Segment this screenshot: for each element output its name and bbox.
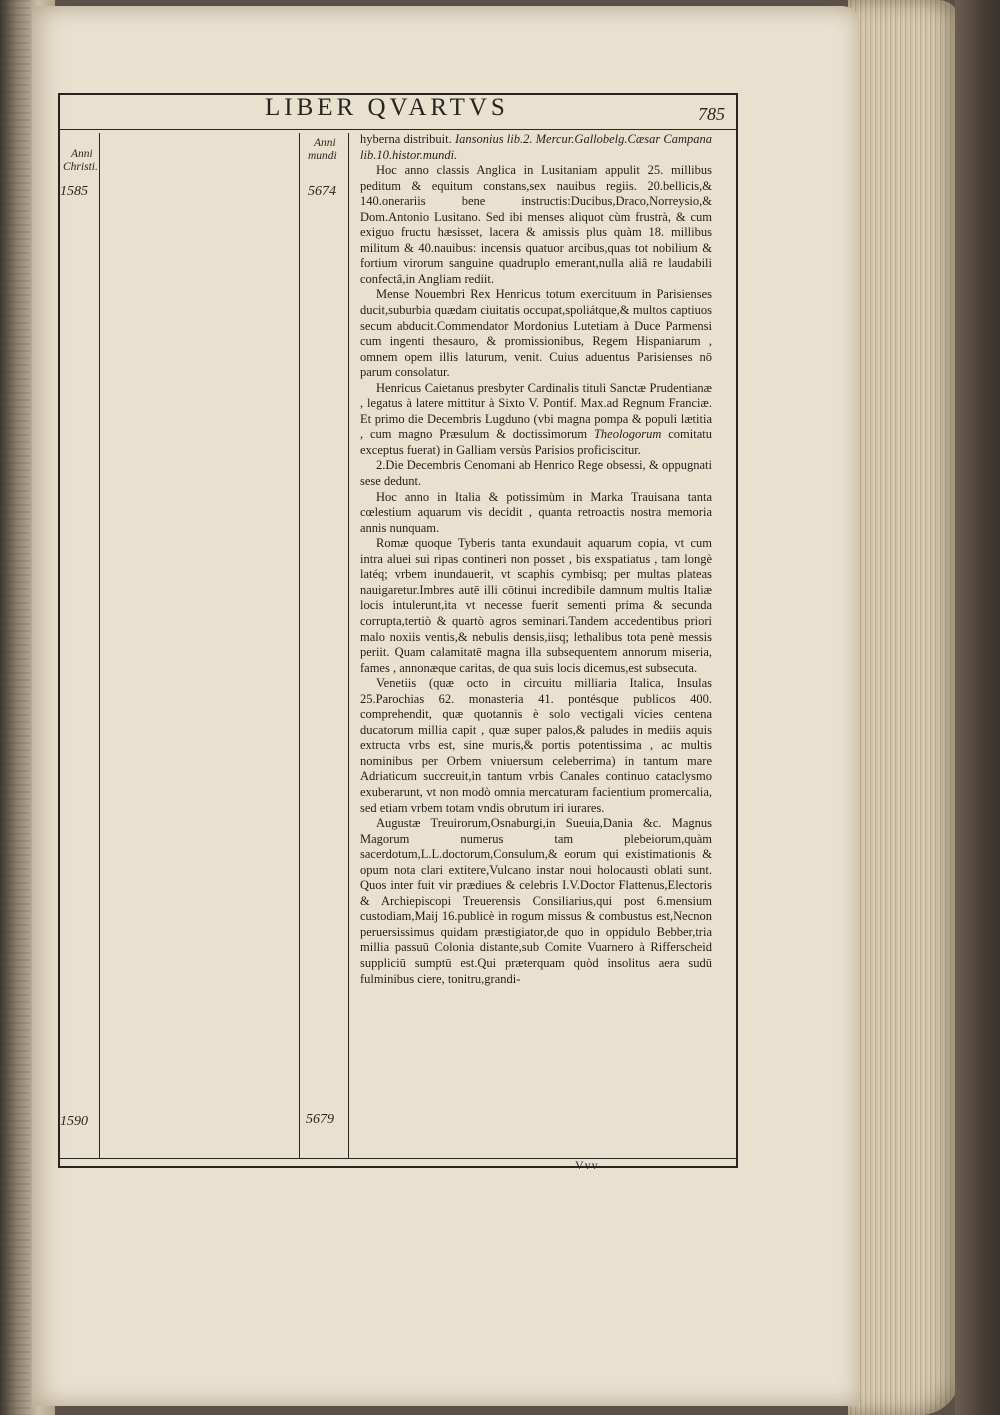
paragraph-witch-trials: Augustæ Treuirorum,Osnaburgi,in Sueuia,Dania &c. Magnus Magorum numerus tam plebeiorum,quàm sacerdotum,L.L.doctorum,Consulum,& eorum qui existimationis & opum nota clari extitere,Vulcano instar noui holocausti oblati sunt. Quos inter fuit vir prædiues & celebris I.V.Doctor Flattenus,Electoris & Archiepiscopi Treuerensis Consiliarius,qui post 6.mensium custodiam,Maij 16.publicè in rogum missus & combustus est,Necnon peruersissimus quidam præstigiator,de quo in oppidulo Bebber,tria millia passuū Colonia distante,sub Comite Vuarnero à Rifferscheid suppliciū sumptū est.Qui præterquam quòd insolitus aera sudū fulminibus ciere, tonitru,grandi- (360, 816, 712, 986)
p1-citation: Iansonius lib.2. Mercur.Gallobelg.Cæsar Campana lib.10.histor.mundi. (360, 132, 712, 162)
paragraph-november: Mense Nouembri Rex Henricus totum exercituum in Parisienses ducit,suburbia quædam ciuitatis occupat,spoliátque,& multos captiuos secum abducit.Commendator Mordonius Lutetiam à Duce Parmensi cum ingenti thesauro, & promissionibus, Regem Hispaniarum , omnem opem illis laturum, venit. Cuius aduentus Parisienses nō parum consolatur. (360, 287, 712, 380)
margin-rule-left (99, 133, 100, 1158)
anni-christi-label (63, 148, 98, 174)
header-rule (58, 129, 736, 130)
paragraph-italy-rain: Hoc anno in Italia & potissimùm in Marka Trauisana tanta cœlestium aquarum vis decidit , quanta retroactis nostra memoria annis nunquam. (360, 489, 712, 535)
binding-board (955, 0, 1000, 1415)
main-text-column (360, 132, 712, 987)
page-block-edge (848, 0, 960, 1415)
paragraph-cardinal-legate (360, 381, 712, 459)
anni-christi-label-line1: Anni (71, 148, 93, 160)
paragraph-continuation (360, 132, 712, 163)
page-number: 785 (698, 104, 725, 124)
running-head: LIBER QVARTVS (265, 94, 509, 121)
paragraph-cenomani: 2.Die Decembris Cenomani ab Henrico Rege obsessi, & oppugnati sese dedunt. (360, 458, 712, 489)
signature-mark: Vvv (575, 1158, 599, 1172)
p1-text: hyberna distribuit. (360, 132, 455, 146)
p4-text-b: Theologorum (593, 427, 662, 442)
anni-mundi-label-line2: mundi (308, 150, 337, 162)
margin-rule-text (348, 133, 349, 1158)
anni-mundi-label-line1: Anni (314, 137, 336, 149)
year-christi-start: 1585 (60, 184, 88, 199)
margin-rule-middle (299, 133, 300, 1158)
paragraph-english-fleet: Hoc anno classis Anglica in Lusitaniam appulit 25. millibus peditum & equitum constans,sex nauibus regiis. 20.bellicis,& 140.onerariis bene instructis:Ducibus,Draco,Norreysio,& Dom.Antonio Lusitano. Sed ibi menses aliquot cùm frustrà, & cum exiguo fructu hæsisset, lacera & amissis plus quàm 18. millibus militum & 40.nauibus: incensis quatuor arcibus,quas tot nobilium & fortium virorum sanguine quadruplo emerant,nulla aliâ re laudabili confectâ,in Angliam rediit. (360, 163, 712, 286)
year-mundi-end: 5679 (306, 1112, 334, 1127)
year-mundi-start: 5674 (308, 184, 336, 199)
anni-christi-label-line2: Christi. (63, 161, 98, 173)
paragraph-tiber-flood: Romæ quoque Tyberis tanta exundauit aquarum copia, vt cum intra aluei sui ripas contineri non posset , bis exspatiatus , tam longè latéq; vrbem inundauerit, vt scaphis cymbisq; per multas plateas nauigaretur.Imbres autē illi cōtinui incredibile damnum multis Italiæ locis intulerunt,ita vt necesse fuerit sementi prima & secunda corrupta,tertiò & quartò agros seminari.Tandem accedentibus priori malo noxiis ventis,& nebulis densis,iisq; lethalibus tota penè messis periit. Quam calamitatē magna illa subsequentem annorum miseria, fames , annonæque caritas, de qua suis locis dicemus,est subsecuta. (360, 536, 712, 675)
p4-text-c: comitatu exceptus fuerat) in Galliam versùs Parisios proficiscitur. (360, 427, 712, 457)
facing-page-text-shadow (2, 0, 30, 1415)
paragraph-venice: Venetiis (quæ octo in circuitu milliaria Italica, Insulas 25.Parochias 62. monasteria 41. pontésque publicos 400. comprehendit, quæ quotannis è solo vectigali vicies centena ducatorum millia capit , quæ super palos,& paludes in mediis aquis extructa vrbs est, sine muris,& portis potentissima , ac multis nominibus per Orbem vniuersum celeberrima) in tantum mare Adriaticum succreuit,in tantum vrbis Canales continuo cataclysmo exuberarunt, vt non modò omnia mercaturam facientium promercalia, sed etiam vrbem totam vndis obrutum iri iurares. (360, 676, 712, 815)
p4-text-a: Henricus Caietanus presbyter Cardinalis tituli Sanctæ Prudentianæ , legatus à latere mittitur à Sixto V. Pontif. Max.ad Regnum Franciæ. Et primo die Decembris Lugduno (vbi magna pompa & populi lætitia , cum magno Præsulum & doctissimorum (360, 380, 712, 442)
footer-rule (58, 1158, 736, 1159)
anni-mundi-label (308, 137, 337, 163)
year-christi-end: 1590 (60, 1114, 88, 1129)
